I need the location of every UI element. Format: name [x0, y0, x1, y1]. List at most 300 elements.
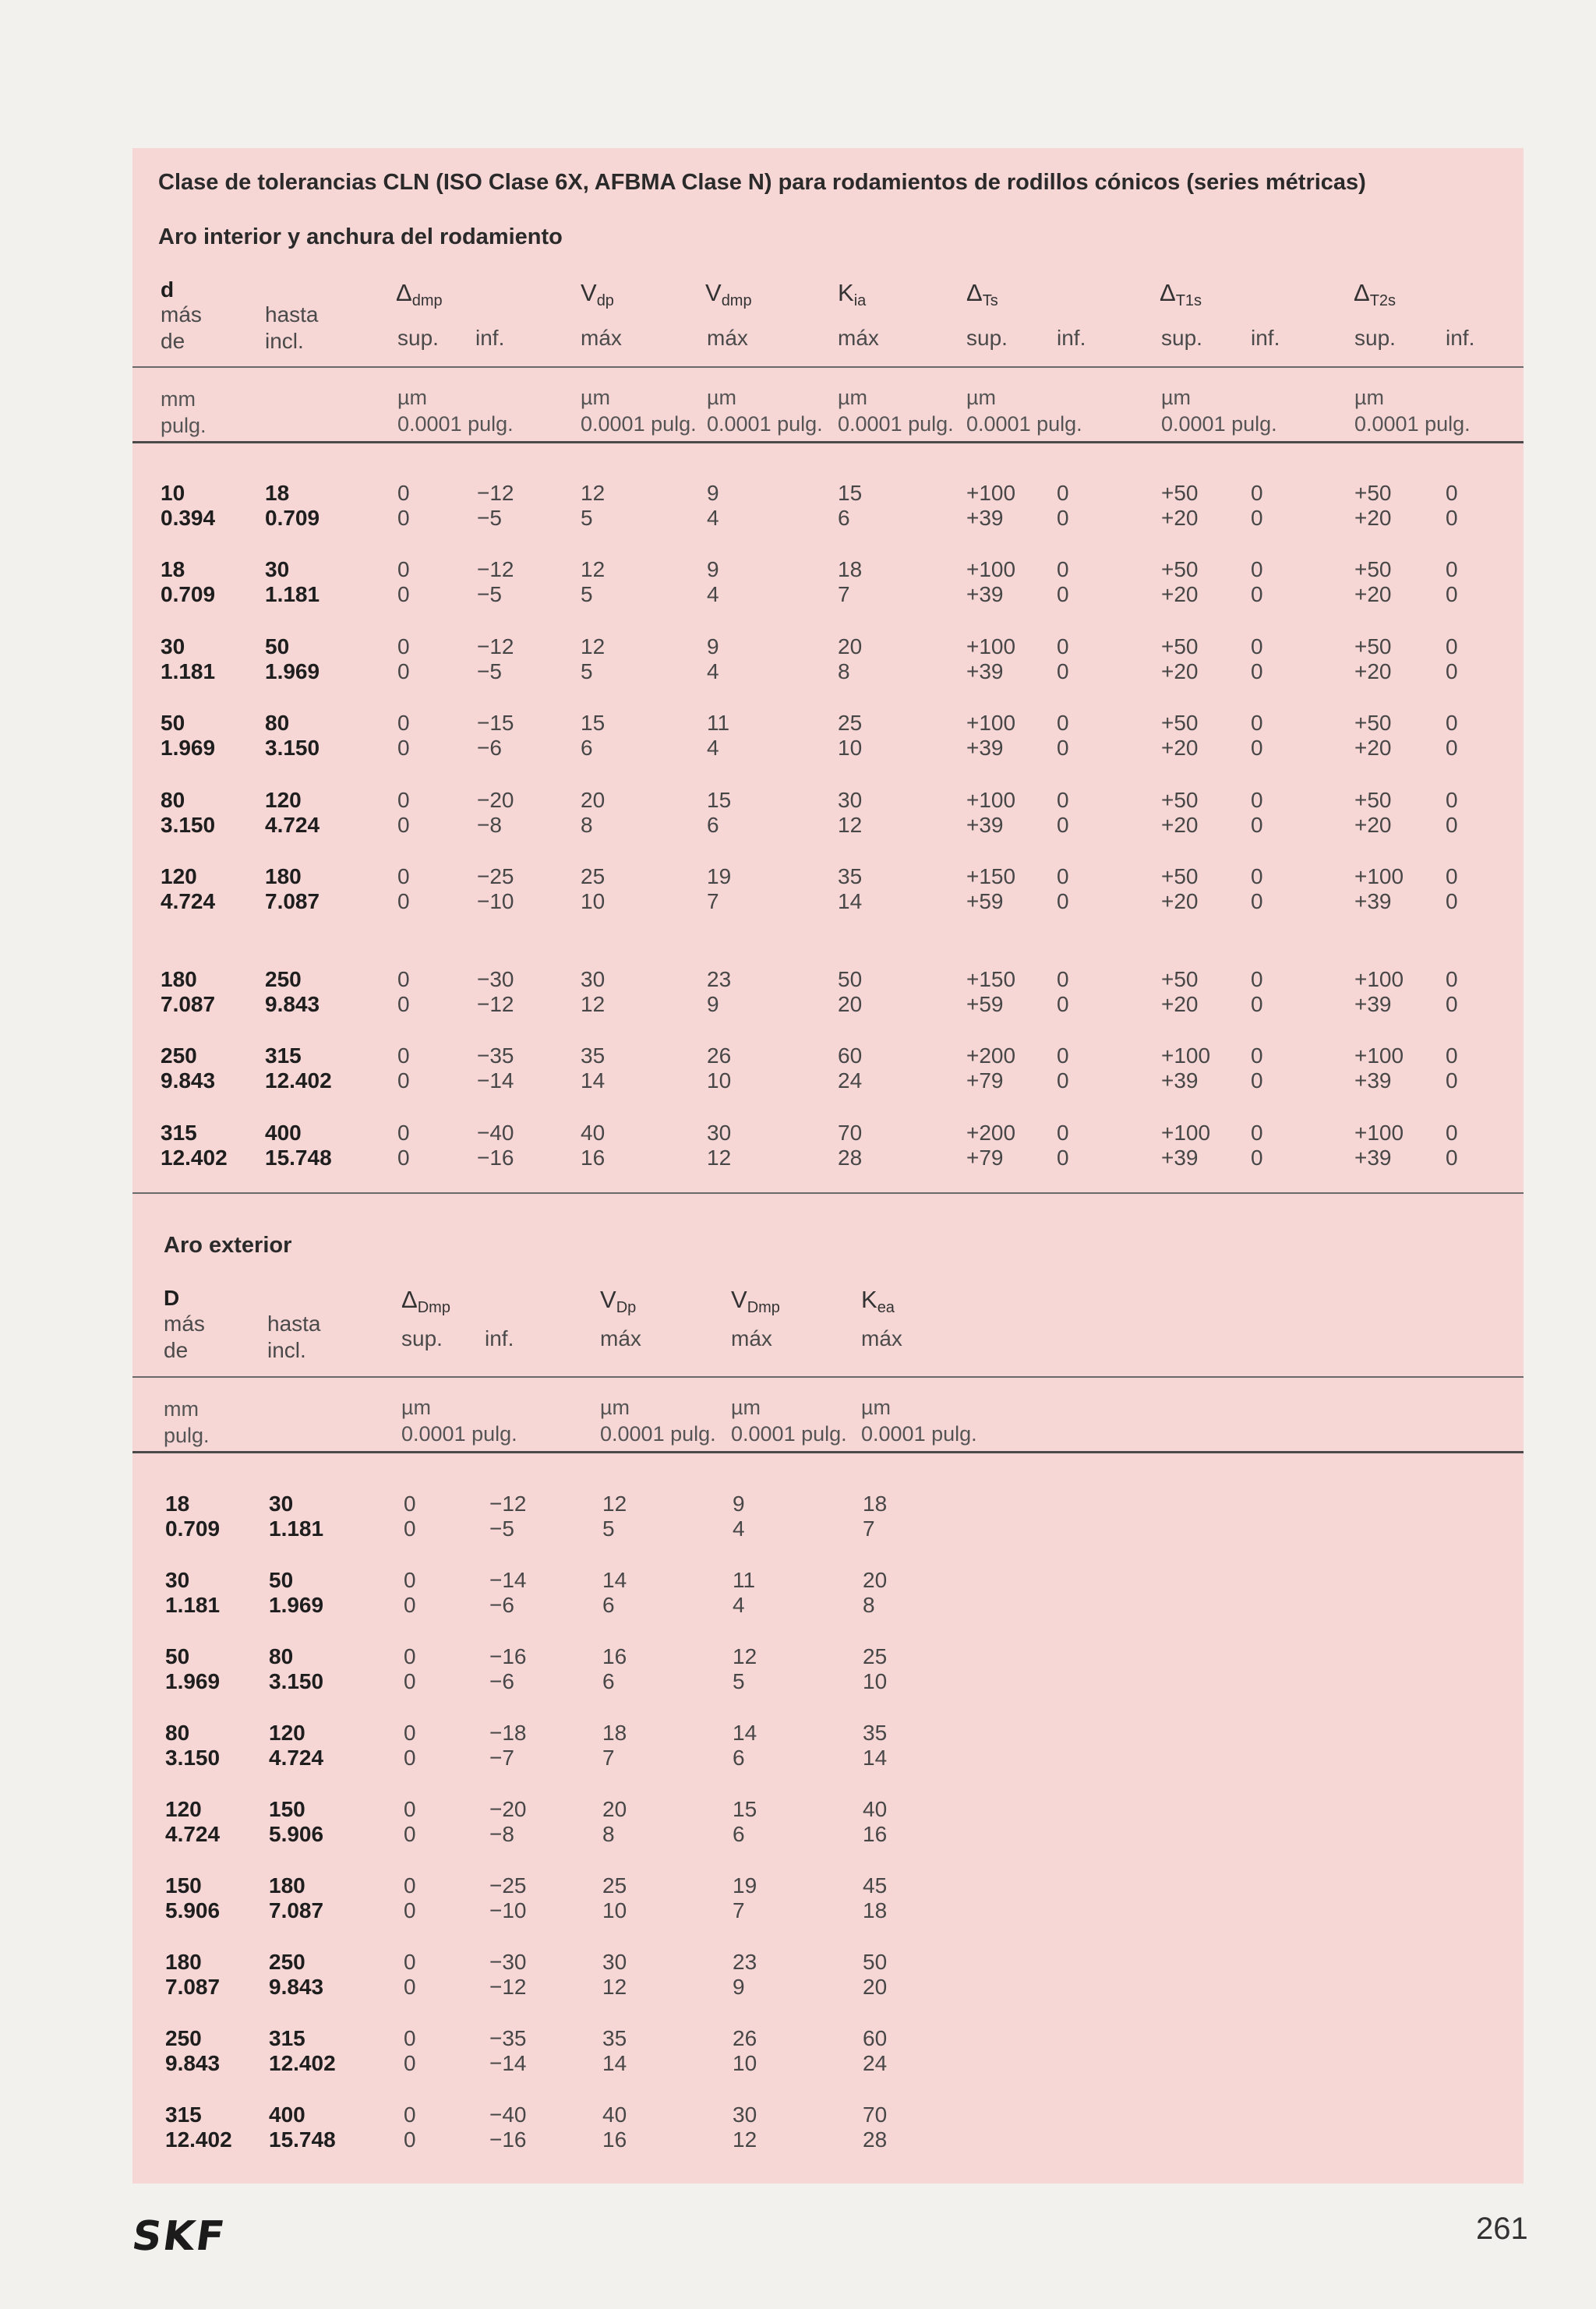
table-cell: +50	[1354, 788, 1392, 812]
table-cell: 1.181	[269, 1516, 324, 1541]
unit-in: 0.0001 pulg.	[1354, 412, 1471, 436]
table-cell: 20	[863, 1975, 888, 1999]
table-cell: 8	[838, 659, 850, 683]
table-cell: 180	[161, 967, 197, 991]
table-cell: 30	[602, 1950, 627, 1974]
header-vdp: $V_{dp}$	[581, 279, 614, 309]
table-cell: 4	[733, 1593, 745, 1617]
table-cell: 0	[1057, 736, 1069, 760]
table-cell: 0	[397, 557, 410, 581]
table-cell: −6	[489, 1669, 514, 1693]
table-cell: 20	[838, 992, 863, 1016]
table-cell: −12	[477, 481, 514, 505]
table-cell: −14	[489, 1568, 527, 1592]
table-cell: 315	[269, 2026, 305, 2050]
page-title: Clase de tolerancias CLN (ISO Clase 6X, AFBMA Clase N) para rodamientos de rodillos cónicos (series métricas)	[158, 170, 1366, 195]
table-cell: 120	[269, 1721, 305, 1745]
table-cell: 0	[1446, 506, 1458, 530]
table-cell: 12	[581, 992, 606, 1016]
table-cell: 50	[863, 1950, 888, 1974]
table-cell: 18	[838, 557, 863, 581]
table-cell: 30	[269, 1492, 294, 1516]
table-cell: −14	[489, 2051, 527, 2075]
header-sup: sup.	[397, 326, 439, 350]
table-cell: 0	[1251, 481, 1263, 505]
table-cell: 0	[404, 2051, 416, 2075]
table-cell: −5	[477, 582, 502, 606]
table-cell: +20	[1161, 582, 1199, 606]
table-cell: 3.150	[165, 1746, 221, 1770]
table-cell: 0	[404, 1644, 416, 1668]
table-cell: 0	[1251, 711, 1263, 735]
table-cell: 0	[1446, 659, 1458, 683]
table-cell: 28	[863, 2127, 888, 2152]
table-cell: 0	[1446, 967, 1458, 991]
table-cell: 0	[404, 1746, 416, 1770]
header-incl: incl.	[265, 329, 304, 353]
table-cell: −20	[489, 1797, 527, 1821]
table-cell: 50	[265, 634, 290, 658]
header-mas: más	[161, 302, 202, 327]
table-cell: +100	[1161, 1043, 1211, 1068]
table-cell: 0	[1251, 1121, 1263, 1145]
table-cell: 7	[707, 889, 719, 913]
table-cell: −16	[489, 1644, 527, 1668]
header-max: máx	[731, 1326, 772, 1350]
table-cell: +20	[1161, 813, 1199, 837]
table-cell: +50	[1354, 711, 1392, 735]
table-cell: −14	[477, 1068, 514, 1093]
table-cell: 9.843	[269, 1975, 324, 1999]
table-cell: 0	[404, 1898, 416, 1922]
unit-in: 0.0001 pulg.	[838, 412, 954, 436]
table-cell: +50	[1161, 788, 1199, 812]
table-cell: 180	[265, 864, 302, 888]
table-cell: 0	[1251, 967, 1263, 991]
divider	[132, 366, 1524, 368]
table-cell: −10	[477, 889, 514, 913]
header-d: D	[164, 1286, 180, 1310]
table-cell: 19	[707, 864, 732, 888]
header-delta-t1s: $\Delta_{T1s}$	[1160, 279, 1202, 309]
table-cell: 120	[265, 788, 302, 812]
table-cell: 12	[602, 1492, 627, 1516]
header-de: de	[164, 1338, 189, 1362]
table-cell: 0	[1251, 736, 1263, 760]
table-cell: 400	[269, 2102, 305, 2127]
table-cell: 5	[602, 1516, 615, 1541]
table-cell: −16	[489, 2127, 527, 2152]
header-vdmp: $V_{Dmp}$	[731, 1286, 780, 1316]
table-cell: 14	[863, 1746, 888, 1770]
table-cell: −7	[489, 1746, 514, 1770]
header-inf: inf.	[475, 326, 505, 350]
table-cell: 30	[265, 557, 290, 581]
table-cell: 0	[1446, 864, 1458, 888]
unit-um: µm	[1354, 386, 1385, 409]
table-cell: 9	[707, 481, 719, 505]
unit-um: µm	[600, 1396, 630, 1419]
table-cell: 19	[733, 1873, 757, 1898]
table-cell: +100	[966, 634, 1016, 658]
header-mas: más	[164, 1312, 205, 1336]
table-cell: 315	[161, 1121, 197, 1145]
table-cell: +39	[966, 659, 1004, 683]
table-cell: −5	[477, 659, 502, 683]
table-cell: 0	[404, 1492, 416, 1516]
header-incl: incl.	[267, 1338, 306, 1362]
unit-um: µm	[397, 386, 428, 409]
header-inf: inf.	[1446, 326, 1475, 350]
table-cell: 25	[838, 711, 863, 735]
table-cell: 26	[733, 2026, 757, 2050]
table-cell: 9.843	[161, 1068, 216, 1093]
unit-um: µm	[966, 386, 997, 409]
table-cell: +100	[966, 557, 1016, 581]
table-cell: 12	[838, 813, 863, 837]
skf-logo: SKF	[129, 2213, 229, 2260]
table-cell: 60	[838, 1043, 863, 1068]
unit-in: 0.0001 pulg.	[397, 412, 514, 436]
table-cell: 0	[1057, 506, 1069, 530]
table-cell: 0	[397, 864, 410, 888]
table-cell: −20	[477, 788, 514, 812]
table-cell: 14	[733, 1721, 757, 1745]
table-cell: 10	[863, 1669, 888, 1693]
table-cell: 0	[1057, 864, 1069, 888]
table-cell: 0.394	[161, 506, 216, 530]
table-cell: +59	[966, 992, 1004, 1016]
table-cell: 9.843	[265, 992, 320, 1016]
table-cell: 10	[707, 1068, 732, 1093]
table-cell: +39	[966, 506, 1004, 530]
table-cell: 7	[838, 582, 850, 606]
table-cell: 18	[161, 557, 185, 581]
unit-um: µm	[581, 386, 611, 409]
table-cell: 400	[265, 1121, 302, 1145]
table-cell: 0	[1446, 1121, 1458, 1145]
table-cell: 0	[404, 1593, 416, 1617]
table-cell: −15	[477, 711, 514, 735]
header-max: máx	[581, 326, 622, 350]
table-cell: 0	[397, 788, 410, 812]
table-cell: +39	[1354, 992, 1392, 1016]
table-cell: +50	[1161, 634, 1199, 658]
table-cell: 10	[581, 889, 606, 913]
table-cell: +39	[966, 582, 1004, 606]
header-delta-ts: $\Delta_{Ts}$	[966, 279, 998, 309]
table-cell: +59	[966, 889, 1004, 913]
unit-mm: mm	[164, 1397, 199, 1421]
header-inf: inf.	[1057, 326, 1086, 350]
table-cell: 30	[581, 967, 606, 991]
header-inf: inf.	[485, 1326, 514, 1350]
table-cell: 1.181	[165, 1593, 221, 1617]
table-cell: −12	[477, 992, 514, 1016]
table-cell: 0	[1251, 557, 1263, 581]
table-cell: 45	[863, 1873, 888, 1898]
divider	[132, 1192, 1524, 1194]
table-cell: 0	[1446, 481, 1458, 505]
table-cell: 12.402	[165, 2127, 232, 2152]
table-cell: −6	[489, 1593, 514, 1617]
table-cell: +20	[1161, 889, 1199, 913]
table-cell: 9	[707, 992, 719, 1016]
table-cell: 15	[838, 481, 863, 505]
table-cell: 180	[165, 1950, 202, 1974]
table-cell: −18	[489, 1721, 527, 1745]
table-cell: 12	[581, 481, 606, 505]
table-cell: −35	[477, 1043, 514, 1068]
table-cell: 12	[733, 2127, 757, 2152]
unit-in: 0.0001 pulg.	[861, 1422, 977, 1446]
table-cell: 1.181	[161, 659, 216, 683]
unit-in: 0.0001 pulg.	[581, 412, 697, 436]
table-cell: +100	[1354, 864, 1404, 888]
table-panel	[132, 148, 1524, 2184]
table-cell: 0	[397, 506, 410, 530]
table-cell: 0	[397, 659, 410, 683]
table-cell: 4	[707, 582, 719, 606]
table-cell: +79	[966, 1146, 1004, 1170]
table-cell: −8	[477, 813, 502, 837]
table-cell: 0	[1446, 1043, 1458, 1068]
table-cell: 3.150	[265, 736, 320, 760]
table-cell: 70	[863, 2102, 888, 2127]
table-cell: 0	[1251, 1146, 1263, 1170]
table-cell: 120	[165, 1797, 202, 1821]
table-cell: 0	[1057, 1121, 1069, 1145]
table-cell: 12.402	[265, 1068, 332, 1093]
table-cell: 12	[581, 634, 606, 658]
table-cell: 40	[863, 1797, 888, 1821]
table-cell: 50	[838, 967, 863, 991]
table-cell: 0	[404, 1975, 416, 1999]
table-cell: 23	[707, 967, 732, 991]
table-cell: −6	[477, 736, 502, 760]
table-cell: 35	[863, 1721, 888, 1745]
divider	[132, 1451, 1524, 1453]
table-cell: 7.087	[165, 1975, 221, 1999]
table-cell: 0	[1446, 1146, 1458, 1170]
header-sup: sup.	[401, 1326, 443, 1350]
table-cell: 0	[1057, 557, 1069, 581]
table-cell: 25	[863, 1644, 888, 1668]
table-cell: 0	[1446, 557, 1458, 581]
table-cell: 14	[838, 889, 863, 913]
table-cell: 0	[1251, 992, 1263, 1016]
table-cell: 25	[581, 864, 606, 888]
table-cell: 0	[404, 1516, 416, 1541]
table-cell: 0	[397, 1121, 410, 1145]
table-cell: 6	[733, 1746, 745, 1770]
table-cell: 9	[733, 1975, 745, 1999]
header-vdmp: $V_{dmp}$	[705, 279, 752, 309]
table-cell: 0	[1057, 889, 1069, 913]
table-cell: +39	[1161, 1068, 1199, 1093]
table-cell: 250	[269, 1950, 305, 1974]
table-cell: +100	[966, 481, 1016, 505]
table-cell: 0	[1057, 582, 1069, 606]
table-cell: 12.402	[269, 2051, 336, 2075]
table-cell: 60	[863, 2026, 888, 2050]
table-cell: 0	[404, 1797, 416, 1821]
table-cell: 4.724	[269, 1746, 324, 1770]
table-cell: −10	[489, 1898, 527, 1922]
table-cell: −30	[489, 1950, 527, 1974]
table-cell: 0	[1251, 506, 1263, 530]
table-cell: 9.843	[165, 2051, 221, 2075]
table-cell: 0	[397, 481, 410, 505]
unit-um: µm	[401, 1396, 432, 1419]
table-cell: 3.150	[269, 1669, 324, 1693]
table-cell: +150	[966, 864, 1016, 888]
table-cell: 0	[404, 2026, 416, 2050]
table-cell: 0	[404, 1950, 416, 1974]
table-cell: +50	[1354, 481, 1392, 505]
table-cell: +20	[1161, 992, 1199, 1016]
table-cell: +200	[966, 1121, 1016, 1145]
table-cell: 4	[733, 1516, 745, 1541]
header-max: máx	[838, 326, 879, 350]
table-cell: 18	[602, 1721, 627, 1745]
table-cell: 5	[581, 659, 593, 683]
table-cell: 4	[707, 659, 719, 683]
table-cell: 0	[1057, 481, 1069, 505]
table-cell: 0	[1446, 736, 1458, 760]
table-cell: −25	[489, 1873, 527, 1898]
table-cell: 0	[1446, 711, 1458, 735]
table-cell: 4.724	[265, 813, 320, 837]
unit-pulg: pulg.	[161, 414, 207, 437]
page-number: 261	[1476, 2212, 1528, 2246]
table-cell: 15.748	[269, 2127, 336, 2152]
unit-pulg: pulg.	[164, 1424, 210, 1447]
table-cell: 0	[397, 1068, 410, 1093]
table-cell: 50	[269, 1568, 294, 1592]
table-cell: 16	[602, 2127, 627, 2152]
header-d: d	[161, 277, 175, 302]
table-cell: +20	[1161, 506, 1199, 530]
table-cell: +200	[966, 1043, 1016, 1068]
table-cell: 80	[165, 1721, 190, 1745]
table-cell: 250	[165, 2026, 202, 2050]
table-cell: +100	[966, 788, 1016, 812]
table-cell: 0	[397, 582, 410, 606]
unit-um: µm	[838, 386, 868, 409]
table-cell: +100	[1161, 1121, 1211, 1145]
table-cell: 24	[863, 2051, 888, 2075]
table-cell: 1.969	[265, 659, 320, 683]
unit-um: µm	[731, 1396, 761, 1419]
table-cell: +100	[1354, 1121, 1404, 1145]
table-cell: +20	[1161, 736, 1199, 760]
table-cell: 23	[733, 1950, 757, 1974]
table-cell: 0	[1251, 1043, 1263, 1068]
table-cell: 0	[397, 992, 410, 1016]
table-cell: 0.709	[265, 506, 320, 530]
table-cell: 0	[1446, 788, 1458, 812]
table-cell: +20	[1354, 736, 1392, 760]
table-cell: 0	[1251, 634, 1263, 658]
divider	[132, 441, 1524, 443]
table-cell: 9	[707, 557, 719, 581]
table-cell: 250	[161, 1043, 197, 1068]
table-cell: 80	[269, 1644, 294, 1668]
unit-in: 0.0001 pulg.	[600, 1422, 716, 1446]
table-cell: 40	[602, 2102, 627, 2127]
unit-mm: mm	[161, 387, 196, 411]
table-cell: 0	[1057, 659, 1069, 683]
table-cell: 18	[863, 1898, 888, 1922]
table-cell: 4.724	[161, 889, 216, 913]
table-cell: 0	[404, 2102, 416, 2127]
table-cell: 0	[1057, 992, 1069, 1016]
table-cell: 1.969	[269, 1593, 324, 1617]
table-cell: 70	[838, 1121, 863, 1145]
table-cell: 30	[161, 634, 185, 658]
table-cell: 0	[1251, 788, 1263, 812]
table-cell: 0	[1057, 634, 1069, 658]
table-cell: 6	[838, 506, 850, 530]
table-cell: 0	[1446, 634, 1458, 658]
header-hasta: hasta	[265, 302, 319, 327]
table-cell: 50	[165, 1644, 190, 1668]
table-cell: +20	[1354, 659, 1392, 683]
header-sup: sup.	[1354, 326, 1396, 350]
table-cell: 9	[707, 634, 719, 658]
table-cell: 0	[1446, 1068, 1458, 1093]
table-cell: 120	[161, 864, 197, 888]
table-cell: 4	[707, 506, 719, 530]
unit-um: µm	[861, 1396, 892, 1419]
table-cell: 18	[165, 1492, 190, 1516]
header-delta-dmp: $\Delta_{Dmp}$	[401, 1286, 450, 1316]
table-cell: 0	[404, 1721, 416, 1745]
table-cell: 30	[165, 1568, 190, 1592]
table-cell: 0.709	[165, 1516, 221, 1541]
table-cell: 1.969	[165, 1669, 221, 1693]
table-cell: 10	[161, 481, 185, 505]
table-cell: 6	[707, 813, 719, 837]
table-cell: 10	[733, 2051, 757, 2075]
table-cell: 0	[1251, 813, 1263, 837]
table-cell: 50	[161, 711, 185, 735]
header-kea: $K_{ea}$	[861, 1286, 895, 1316]
table-cell: −30	[477, 967, 514, 991]
table-cell: 0	[404, 2127, 416, 2152]
header-max: máx	[707, 326, 748, 350]
table-cell: 10	[838, 736, 863, 760]
header-vdp: $V_{Dp}$	[600, 1286, 637, 1316]
table-cell: −12	[489, 1975, 527, 1999]
table-cell: 0	[1251, 1068, 1263, 1093]
table-cell: +50	[1354, 634, 1392, 658]
table-cell: −12	[477, 557, 514, 581]
table-cell: 15	[707, 788, 732, 812]
table-cell: 315	[265, 1043, 302, 1068]
table-cell: 35	[581, 1043, 606, 1068]
table-cell: 0	[1251, 582, 1263, 606]
table-cell: +50	[1161, 481, 1199, 505]
table-cell: +20	[1354, 813, 1392, 837]
table-cell: −12	[489, 1492, 527, 1516]
table-cell: 20	[838, 634, 863, 658]
table-cell: 8	[863, 1593, 875, 1617]
table-cell: 6	[602, 1593, 615, 1617]
section-title-inner: Aro interior y anchura del rodamiento	[158, 224, 563, 249]
table-cell: 150	[269, 1797, 305, 1821]
